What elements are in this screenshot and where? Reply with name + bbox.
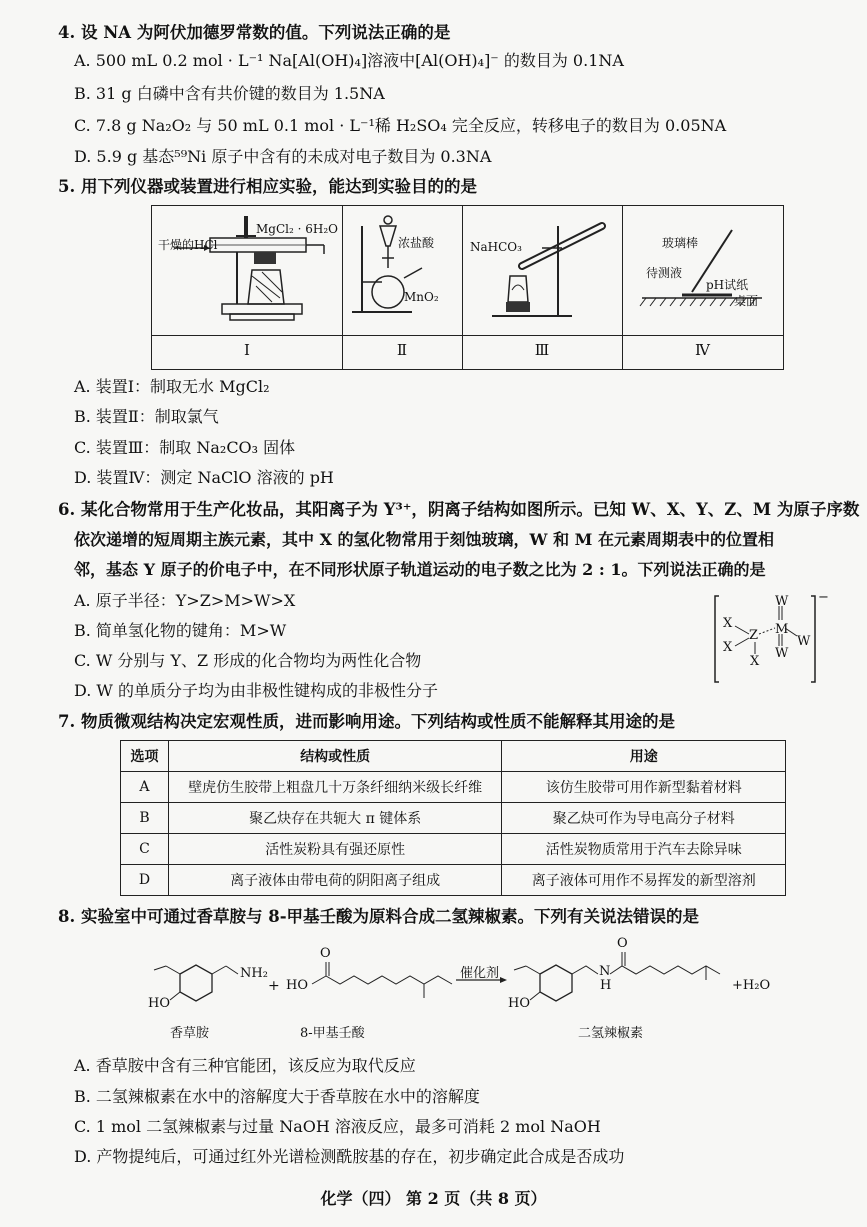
row-c-structure: 活性炭粉具有强还原性 xyxy=(168,834,501,865)
atom-x-1: X xyxy=(723,616,733,631)
q8-option-c: C. 1 mol 二氢辣椒素与过量 NaOH 溶液反应，最多可消耗 2 mol NaOH xyxy=(74,1117,601,1136)
q6-line-3: 邻，基态 Y 原子的价电子中，在不同形状原子轨道运动的电子数之比为 2 : 1。下列说法正确的是 xyxy=(74,560,766,579)
anion-structure xyxy=(713,590,829,684)
apparatus-panel xyxy=(151,205,784,370)
apparatus-ii xyxy=(342,206,463,369)
label-conc-hcl: 浓盐酸 xyxy=(398,236,435,250)
label-glass-rod: 玻璃棒 xyxy=(662,236,699,250)
q8-option-b: B. 二氢辣椒素在水中的溶解度大于香草胺在水中的溶解度 xyxy=(74,1087,480,1106)
q4-option-d: D. 5.9 g 基态⁵⁹Ni 原子中含有的未成对电子数目为 0.3NA xyxy=(74,147,492,166)
q8-option-a: A. 香草胺中含有三种官能团，该反应为取代反应 xyxy=(74,1056,416,1075)
reaction-scheme xyxy=(140,936,780,1040)
q8-stem: 8. 实验室中可通过香草胺与 8-甲基壬酸为原料合成二氢辣椒素。下列有关说法错误的是 xyxy=(58,907,700,926)
row-c-usage: 活性炭物质常用于汽车去除异味 xyxy=(502,834,786,865)
apparatus-i-label: I xyxy=(244,341,250,359)
q8-option-d: D. 产物提纯后，可通过红外光谱检测酰胺基的存在，初步确定此合成是否成功 xyxy=(74,1147,625,1166)
q4-option-b: B. 31 g 白磷中含有共价键的数目为 1.5NA xyxy=(74,84,385,103)
q4-option-a: A. 500 mL 0.2 mol · L⁻¹ Na[Al(OH)₄]溶液中[Al(OH)₄]⁻ 的数目为 0.1NA xyxy=(74,51,624,70)
atom-z: Z xyxy=(749,628,759,643)
label-test-liquid: 待测液 xyxy=(646,266,683,280)
atom-x-3: X xyxy=(750,654,760,669)
label-h: H xyxy=(600,978,612,993)
label-ph-paper: pH试纸 xyxy=(706,278,749,292)
label-catalyst: 催化剂 xyxy=(460,966,500,981)
label-o-acid: O xyxy=(320,946,331,961)
label-o-product: O xyxy=(617,936,628,951)
row-a-option: A xyxy=(121,772,169,803)
label-dry-hcl: 干燥的HCl xyxy=(158,238,218,252)
row-c-option: C xyxy=(121,834,169,865)
q4-stem: 4. 设 NA 为阿伏加德罗常数的值。下列说法正确的是 xyxy=(58,23,451,42)
atom-m: M xyxy=(775,622,789,637)
row-d-usage: 离子液体可用作不易挥发的新型溶剂 xyxy=(502,865,786,896)
q6-line-2: 依次递增的短周期主族元素，其中 X 的氢化物常用于刻蚀玻璃，W 和 M 在元素周期表中的位置相 xyxy=(74,530,774,549)
row-a-structure: 壁虎仿生胶带上粗盘几十万条纤细纳米级长纤维 xyxy=(168,772,501,803)
apparatus-ii-drawing xyxy=(342,206,462,334)
row-d-structure: 离子液体由带电荷的阴阳离子组成 xyxy=(168,865,501,896)
label-table-surface: 桌面 xyxy=(734,294,759,308)
table-row xyxy=(121,772,786,803)
header-option: 选项 xyxy=(121,741,169,772)
table-header-row xyxy=(121,741,786,772)
row-a-usage: 该仿生胶带可用作新型黏着材料 xyxy=(502,772,786,803)
label-ho-product: HO xyxy=(508,996,530,1011)
q5-option-b: B. 装置Ⅱ：制取氯气 xyxy=(74,407,219,426)
header-usage: 用途 xyxy=(502,741,786,772)
page-footer: 化学（四） 第 2 页（共 8 页） xyxy=(320,1189,547,1208)
table-row xyxy=(121,865,786,896)
reaction-scheme-drawing xyxy=(140,940,780,1040)
q6-option-d: D. W 的单质分子均为由非极性键构成的非极性分子 xyxy=(74,681,438,700)
atom-w-right: W xyxy=(797,634,811,649)
label-ho-acid: HO xyxy=(286,978,308,993)
label-plus: + xyxy=(268,978,280,994)
label-mgcl2: MgCl₂ · 6H₂O xyxy=(256,222,338,236)
table-row xyxy=(121,803,786,834)
apparatus-ii-label: Ⅱ xyxy=(396,341,408,359)
q5-option-a: A. 装置Ⅰ：制取无水 MgCl₂ xyxy=(74,377,270,396)
name-8-methylnonanoic-acid: 8-甲基壬酸 xyxy=(300,1026,365,1041)
atom-w-bottom: W xyxy=(775,646,789,661)
name-dihydrocapsaicin: 二氢辣椒素 xyxy=(578,1026,644,1041)
atom-x-2: X xyxy=(723,640,733,655)
q7-table xyxy=(120,740,786,896)
q6-option-b: B. 简单氢化物的键角：M>W xyxy=(74,621,287,640)
q6-option-c: C. W 分别与 Y、Z 形成的化合物均为两性化合物 xyxy=(74,651,422,670)
row-b-usage: 聚乙炔可作为导电高分子材料 xyxy=(502,803,786,834)
q6-line-1: 6. 某化合物常用于生产化妆品，其阳离子为 Y³⁺，阴离子结构如图所示。已知 W、X、Y、Z、M 为原子序数 xyxy=(58,500,860,519)
name-vanillylamine: 香草胺 xyxy=(170,1026,210,1041)
header-structure: 结构或性质 xyxy=(168,741,501,772)
row-b-structure: 聚乙炔存在共轭大 π 键体系 xyxy=(168,803,501,834)
apparatus-iii-drawing xyxy=(462,206,622,334)
row-d-option: D xyxy=(121,865,169,896)
atom-w-top: W xyxy=(775,594,789,609)
table-row xyxy=(121,834,786,865)
apparatus-iii-label: Ⅲ xyxy=(534,341,550,359)
q7-stem: 7. 物质微观结构决定宏观性质，进而影响用途。下列结构或性质不能解释其用途的是 xyxy=(58,712,675,731)
label-n: N xyxy=(599,964,611,979)
label-nh2: NH₂ xyxy=(240,966,268,981)
q5-option-c: C. 装置Ⅲ：制取 Na₂CO₃ 固体 xyxy=(74,438,296,457)
q4-option-c: C. 7.8 g Na₂O₂ 与 50 mL 0.1 mol · L⁻¹稀 H₂SO₄ 完全反应，转移电子的数目为 0.05NA xyxy=(74,116,727,135)
anion-charge: − xyxy=(818,590,829,605)
apparatus-iv xyxy=(622,206,783,369)
q5-stem: 5. 用下列仪器或装置进行相应实验，能达到实验目的的是 xyxy=(58,177,477,196)
label-nahco3: NaHCO₃ xyxy=(470,240,522,254)
q6-option-a: A. 原子半径：Y>Z>M>W>X xyxy=(74,591,296,610)
q5-option-d: D. 装置Ⅳ：测定 NaClO 溶液的 pH xyxy=(74,468,334,487)
apparatus-i xyxy=(152,206,343,369)
label-water: +H₂O xyxy=(732,978,771,993)
apparatus-iii xyxy=(462,206,623,369)
apparatus-iv-label: Ⅳ xyxy=(695,341,710,359)
row-b-option: B xyxy=(121,803,169,834)
label-mno2: MnO₂ xyxy=(404,290,439,304)
label-ho-vanillylamine: HO xyxy=(148,996,170,1011)
